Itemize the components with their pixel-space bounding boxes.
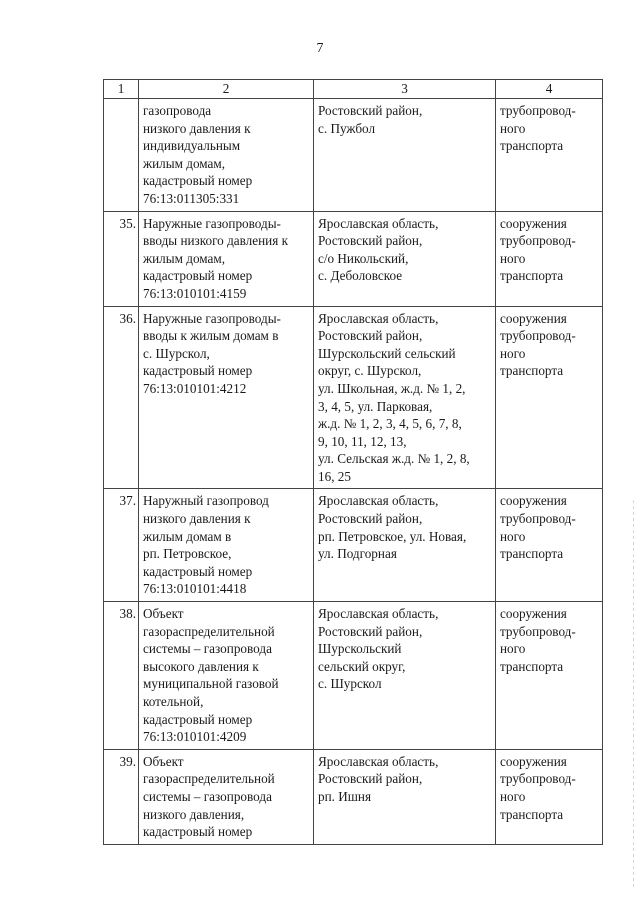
- object-type: трубопровод- ного транспорта: [496, 99, 603, 212]
- object-name: Объект газораспределительной системы – газопровода высокого давления к муниципальной газовой котельной, кадастровый номер 76:13:010101:4209: [139, 602, 314, 750]
- object-location: Ярославская область, Ростовский район, рп. Петровское, ул. Новая, ул. Подгорная: [314, 489, 496, 602]
- table-row: [104, 602, 603, 750]
- object-name: Наружные газопроводы- вводы к жилым домам в с. Шурскол, кадастровый номер 76:13:010101:4212: [139, 306, 314, 489]
- object-type: сооружения трубопровод- ного транспорта: [496, 602, 603, 750]
- object-type: сооружения трубопровод- ного транспорта: [496, 749, 603, 844]
- object-type: сооружения трубопровод- ного транспорта: [496, 489, 603, 602]
- table-row: [104, 749, 603, 844]
- table-row: [104, 306, 603, 489]
- object-type: сооружения трубопровод- ного транспорта: [496, 306, 603, 489]
- table-row: [104, 489, 603, 602]
- column-header-2: 2: [139, 80, 314, 99]
- object-location: Ярославская область, Ростовский район, с/о Никольский, с. Деболовское: [314, 211, 496, 306]
- row-number: 36.: [104, 306, 139, 489]
- object-name: Объект газораспределительной системы – газопровода низкого давления, кадастровый номер: [139, 749, 314, 844]
- table-header-row: [104, 80, 603, 99]
- object-name: газопровода низкого давления к индивидуальным жилым домам, кадастровый номер 76:13:011305:331: [139, 99, 314, 212]
- row-number: [104, 99, 139, 212]
- object-location: Ростовский район, с. Пужбол: [314, 99, 496, 212]
- object-name: Наружные газопроводы- вводы низкого давления к жилым домам, кадастровый номер 76:13:010101:4159: [139, 211, 314, 306]
- scan-edge-artifact: [633, 500, 634, 890]
- row-number: 37.: [104, 489, 139, 602]
- row-number: 39.: [104, 749, 139, 844]
- row-number: 35.: [104, 211, 139, 306]
- table-row: [104, 211, 603, 306]
- row-number: 38.: [104, 602, 139, 750]
- column-header-3: 3: [314, 80, 496, 99]
- object-location: Ярославская область, Ростовский район, Шурскольский сельский округ, с. Шурскол: [314, 602, 496, 750]
- object-name: Наружный газопровод низкого давления к жилым домам в рп. Петровское, кадастровый номер 76:13:010101:4418: [139, 489, 314, 602]
- object-location: Ярославская область, Ростовский район, рп. Ишня: [314, 749, 496, 844]
- object-type: сооружения трубопровод- ного транспорта: [496, 211, 603, 306]
- table-row: [104, 99, 603, 212]
- column-header-4: 4: [496, 80, 603, 99]
- registry-table: [103, 79, 603, 845]
- column-header-1: 1: [104, 80, 139, 99]
- page-number: 7: [316, 41, 324, 56]
- object-location: Ярославская область, Ростовский район, Шурскольский сельский округ, с. Шурскол, ул. Школьная, ж.д. № 1, 2, 3, 4, 5, ул. Парковая, ж.д. № 1, 2, 3, 4, 5, 6, 7, 8, 9, 10, 11, 12, 13, ул. Сельская ж.д. № 1, 2, 8, 16, 25: [314, 306, 496, 489]
